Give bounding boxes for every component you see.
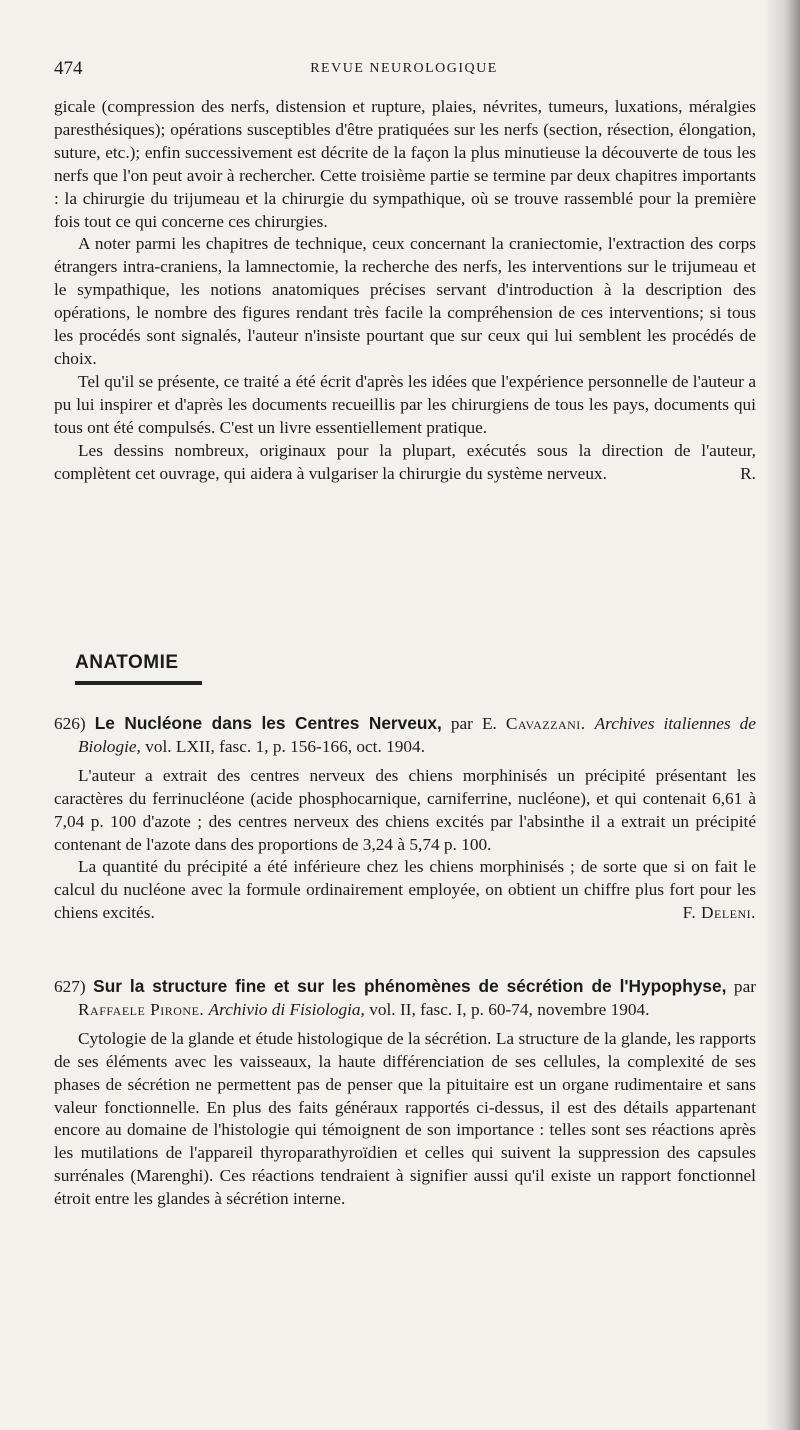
entry-paragraph: L'auteur a extrait des centres nerveux des chiens morphinisés un précipité présentant les caractères du ferrinucléone (acide phosphocarnique, carniferrine, nucléone), et qui contenait 6,61 à 7,04 p. 100 d'azote ; des centres nerveux des chiens excités par l'absinthe il a extrait un précipité contenant de l'azote dans des proportions de 3,24 à 5,74 p. 100.: [54, 765, 756, 854]
section-underline: [75, 681, 202, 685]
entry-number: 627): [54, 977, 86, 996]
intro-paragraph: [54, 440, 756, 486]
entry-author: Raffaele Pirone.: [78, 999, 205, 1019]
intro-paragraph: Tel qu'il se présente, ce traité a été écrit d'après les idées que l'expérience personnelle de l'auteur a pu lui inspirer et d'après les documents recueillis par les chirurgiens de tous les pays, documents qui tous ont été compulsés. C'est un livre essentiellement pratique.: [54, 371, 756, 437]
entry-number: 626): [54, 714, 86, 733]
entry-author: Cavazzani.: [505, 714, 586, 733]
entry-627-header: [54, 975, 756, 1022]
review-signature: R.: [740, 463, 756, 483]
section-heading: ANATOMIE: [75, 652, 179, 673]
entry-627: [54, 975, 756, 1211]
entry-by: par E.: [450, 714, 497, 733]
entry-by: par: [733, 977, 756, 996]
entry-paragraph-text: La quantité du précipité a été inférieure chez les chiens morphinisés ; de sorte que si on fait le calcul du nucléone avec la formule ordinairement employée, on obtient un chiffre plus fort pour les chiens excités.: [54, 857, 756, 923]
entry-journal: Archives italiennes de Biologie,: [78, 714, 756, 756]
entry-626: [54, 712, 756, 925]
page-edge-shadow: [764, 0, 800, 1430]
entry-journal: Archivio di Fisiologia,: [208, 999, 365, 1019]
entry-title: Le Nucléone dans les Centres Nerveux,: [94, 713, 442, 733]
intro-paragraph-text: Les dessins nombreux, originaux pour la plupart, exécutés sous la direction de l'auteur, complètent cet ouvrage, qui aidera à vulgariser la chirurgie du système nerveux.: [54, 440, 756, 483]
entry-signature: F. Deleni.: [682, 903, 756, 923]
running-head: [54, 58, 754, 82]
intro-review-continuation: [54, 96, 756, 485]
entry-title: Sur la structure fine et sur les phénomènes de sécrétion de l'Hypophyse,: [93, 976, 727, 996]
intro-paragraph: A noter parmi les chapitres de technique, ceux concernant la craniectomie, l'extraction des corps étrangers intra-craniens, la lamnectomie, la recherche des nerfs, les interventions sur le trijumeau et le sympathique, les notions anatomiques précises servant d'introduction à la description des opérations, le nombre des figures rendant très facile la compréhension de ces interventions; si tous les procédés sont signalés, l'auteur n'insiste pourtant que sur ceux qui lui semblent les procédés de choix.: [54, 234, 756, 368]
entry-626-header: [54, 712, 756, 759]
intro-paragraph: gicale (compression des nerfs, distension et rupture, plaies, névrites, tumeurs, luxations, méralgies paresthésiques); opérations susceptibles d'être pratiquées sur les nerfs (section, résection, élongation, suture, etc.); enfin successivement est décrite de la façon la plus minutieuse la découverte de tous les nerfs que l'on peut avoir à rechercher. Cette troisième partie se termine par deux chapitres importants : la chirurgie du trijumeau et la chirurgie du sympathique, où se trouve rassemblé pour la première fois tout ce qui concerne ces chirurgies.: [54, 97, 756, 231]
entry-paragraph: Cytologie de la glande et étude histologique de la sécrétion. La structure de la glande, les rapports de ses éléments avec les vaisseaux, la haute différenciation de ses cellules, la complexité de ses phases de sécrétion ne permettent pas de penser que la pituitaire est un organe rudimentaire et sans valeur fonctionnelle. En plus des faits généraux rapportés ci-dessus, il est des détails appartenant encore au domaine de l'histologie qui témoignent de son importance : telles sont ses réactions après les mutilations de l'appareil thyroparathyroïdien et celles qui suivent la suppression des capsules surrénales (Marenghi). Ces réactions tendraient à signifier aussi qu'il existe un rapport fonctionnel étroit entre les glandes à sécrétion interne.: [54, 1028, 756, 1209]
entry-paragraph: [54, 856, 756, 925]
page-number: 474: [54, 58, 83, 79]
journal-title: REVUE NEUROLOGIQUE: [310, 61, 498, 76]
entry-citation: vol. LXII, fasc. 1, p. 156-166, oct. 1904.: [145, 736, 426, 756]
entry-citation: vol. II, fasc. I, p. 60-74, novembre 1904.: [369, 999, 650, 1019]
